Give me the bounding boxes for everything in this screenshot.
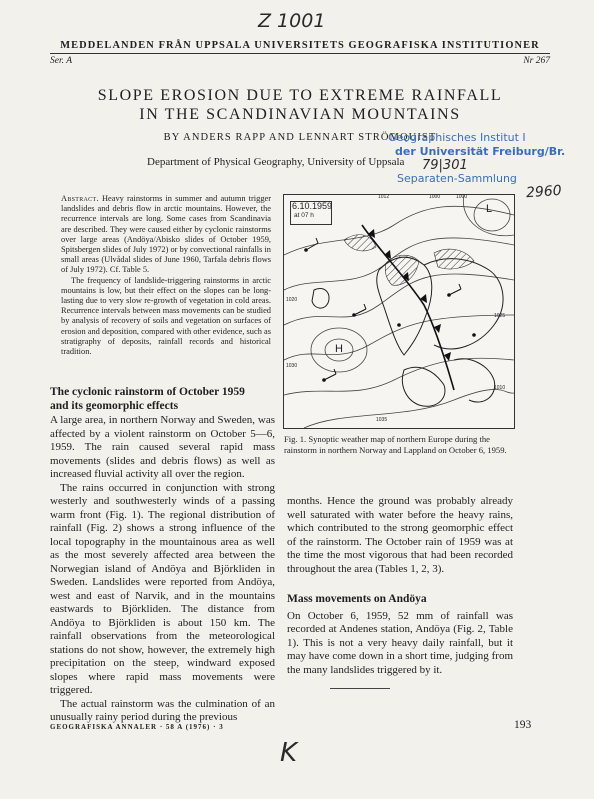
handwritten-bottom-mark: K [280, 738, 298, 768]
left-column-body [50, 414, 275, 725]
section-1-heading [50, 386, 275, 413]
end-rule [330, 688, 390, 689]
isobar-label: 1012 [378, 194, 390, 200]
stamp-line-1: Geographisches Institut I [388, 131, 526, 144]
body-paragraph: The actual rainstorm was the culmination of an unusually rainy period during the previous [50, 697, 275, 723]
isobar-label: 1010 [494, 385, 506, 391]
abstract-paragraph-1: Heavy rainstorms in summer and autumn trigger landslides and debris flow in arctic mountains. However, the recurrence intervals are long. Some cases from Scandinavia are described. They were caused either by cyclonic rainstorms over large areas (Andöya/Abisko slides of October 1959, Spitsbergen slides of July 1972) or by convectional rainfalls in small areas (Ulvådal slides of June 1960, Tarfala debris flows of July 1972). Cf. Table 5. [61, 194, 272, 275]
map-low-label: L [486, 203, 493, 215]
isobar-label: 1030 [286, 363, 298, 369]
journal-footer: GEOGRAFISKA ANNALER · 58 A (1976) · 3 [50, 723, 224, 731]
map-date: 6.10.1959 [292, 201, 333, 211]
isobar-label: 1025 [494, 313, 506, 319]
paper-title-line-1: SLOPE EROSION DUE TO EXTREME RAINFALL [97, 87, 503, 104]
paper-title-line-2: IN THE SCANDINAVIAN MOUNTAINS [139, 106, 461, 123]
isobar-label: 1000 [456, 194, 468, 200]
abstract [61, 194, 271, 357]
department: Department of Physical Geography, University of Uppsala [147, 156, 405, 168]
body-paragraph: months. Hence the ground was probably already well saturated with water before the heavy rains, which contributed to the strong geomorphic effect of the rainstorm. The October rain of 1959 was at the time the most vigorous that had been recorded throughout the area (Tables 1, 2, 3). [287, 495, 513, 575]
isobar-label: 1020 [286, 297, 298, 303]
map-high-label: H [335, 343, 343, 355]
section-heading-line: and its geomorphic effects [50, 399, 179, 412]
map-time: at 07 h [294, 212, 314, 219]
series-number: Nr 267 [523, 56, 550, 66]
body-paragraph: A large area, in northern Norway and Sweden, was affected by a violent rainstorm on October 5—6, 1959. The rain caused several rapid mass movements (slides and debris flows) as well as increased fluvial activity all over the region. [50, 414, 275, 480]
figure-caption: Fig. 1. Synoptic weather map of northern Europe during the rainstorm in northern Norway and Lappland on October 6, 1959. [284, 434, 507, 455]
series-title: MEDDELANDEN FRÅN UPPSALA UNIVERSITETS GEOGRAFISKA INSTITUTIONER [60, 40, 540, 51]
abstract-paragraph-2: The frequency of landslide-triggering rainstorms in arctic mountains is low, but their effect on the slopes can be long-lasting due to very slow re-growth of vegetation in cold areas. Recurrence intervals between mass movements can be studied by analysis of recovery of soils and vegetation on surfaces of erosion and deposition, compared with other evidence, such as stratigraphy of deposits, rainfall records and historical tradition. [61, 275, 271, 357]
isobar-label: 1035 [376, 417, 388, 423]
body-paragraph: The rains occurred in conjunction with strong westerly and southwesterly winds of a passing warm front (Fig. 1). The regional distribution of rainfall (Fig. 2) shows a strong influence of the local topography in the mountainous area as well as the most severely affected area between the Norwegian island of Andöya and Björkliden in Sweden. Landslides were reported from Andöya, west and east of Narvik, and in the mountains eastwards to Björkliden. The distance from Andöya to Björkliden is about 150 km. The rainfall observations from the meteorological stations do not show, however, the extremely high precipitation on the steep, windward exposed slopes where rapid mass movements were triggered. [50, 481, 275, 696]
right-column-body [287, 495, 513, 677]
isobar-label: 1000 [429, 194, 441, 200]
section-2-heading: Mass movements on Andöya [287, 593, 427, 605]
handwritten-right-mark: 2960 [525, 182, 563, 202]
section-heading-line: The cyclonic rainstorm of October 1959 [50, 386, 245, 398]
synoptic-weather-map [283, 194, 515, 429]
body-paragraph: On October 6, 1959, 52 mm of rainfall was recorded at Andenes station, Andöya (Fig. 2, Table 1). This is not a very heavy daily rainfall, but it may have come down in a short time, judging from the many landslides triggered by it. [287, 609, 513, 676]
authors: BY ANDERS RAPP AND LENNART STRÖMQUIST [163, 132, 437, 143]
page-number: 193 [514, 719, 532, 731]
series-label: Ser. A [50, 56, 72, 66]
abstract-label: Abstract. [61, 194, 99, 203]
header-rule [50, 53, 550, 54]
weather-map-drawing [284, 195, 514, 428]
stamp-number: 79|301 [422, 158, 468, 173]
stamp-line-3: Separaten-Sammlung [397, 172, 517, 185]
stamp-line-2: der Universität Freiburg/Br. [395, 145, 566, 158]
handwritten-top-mark: Z 1001 [258, 10, 326, 32]
